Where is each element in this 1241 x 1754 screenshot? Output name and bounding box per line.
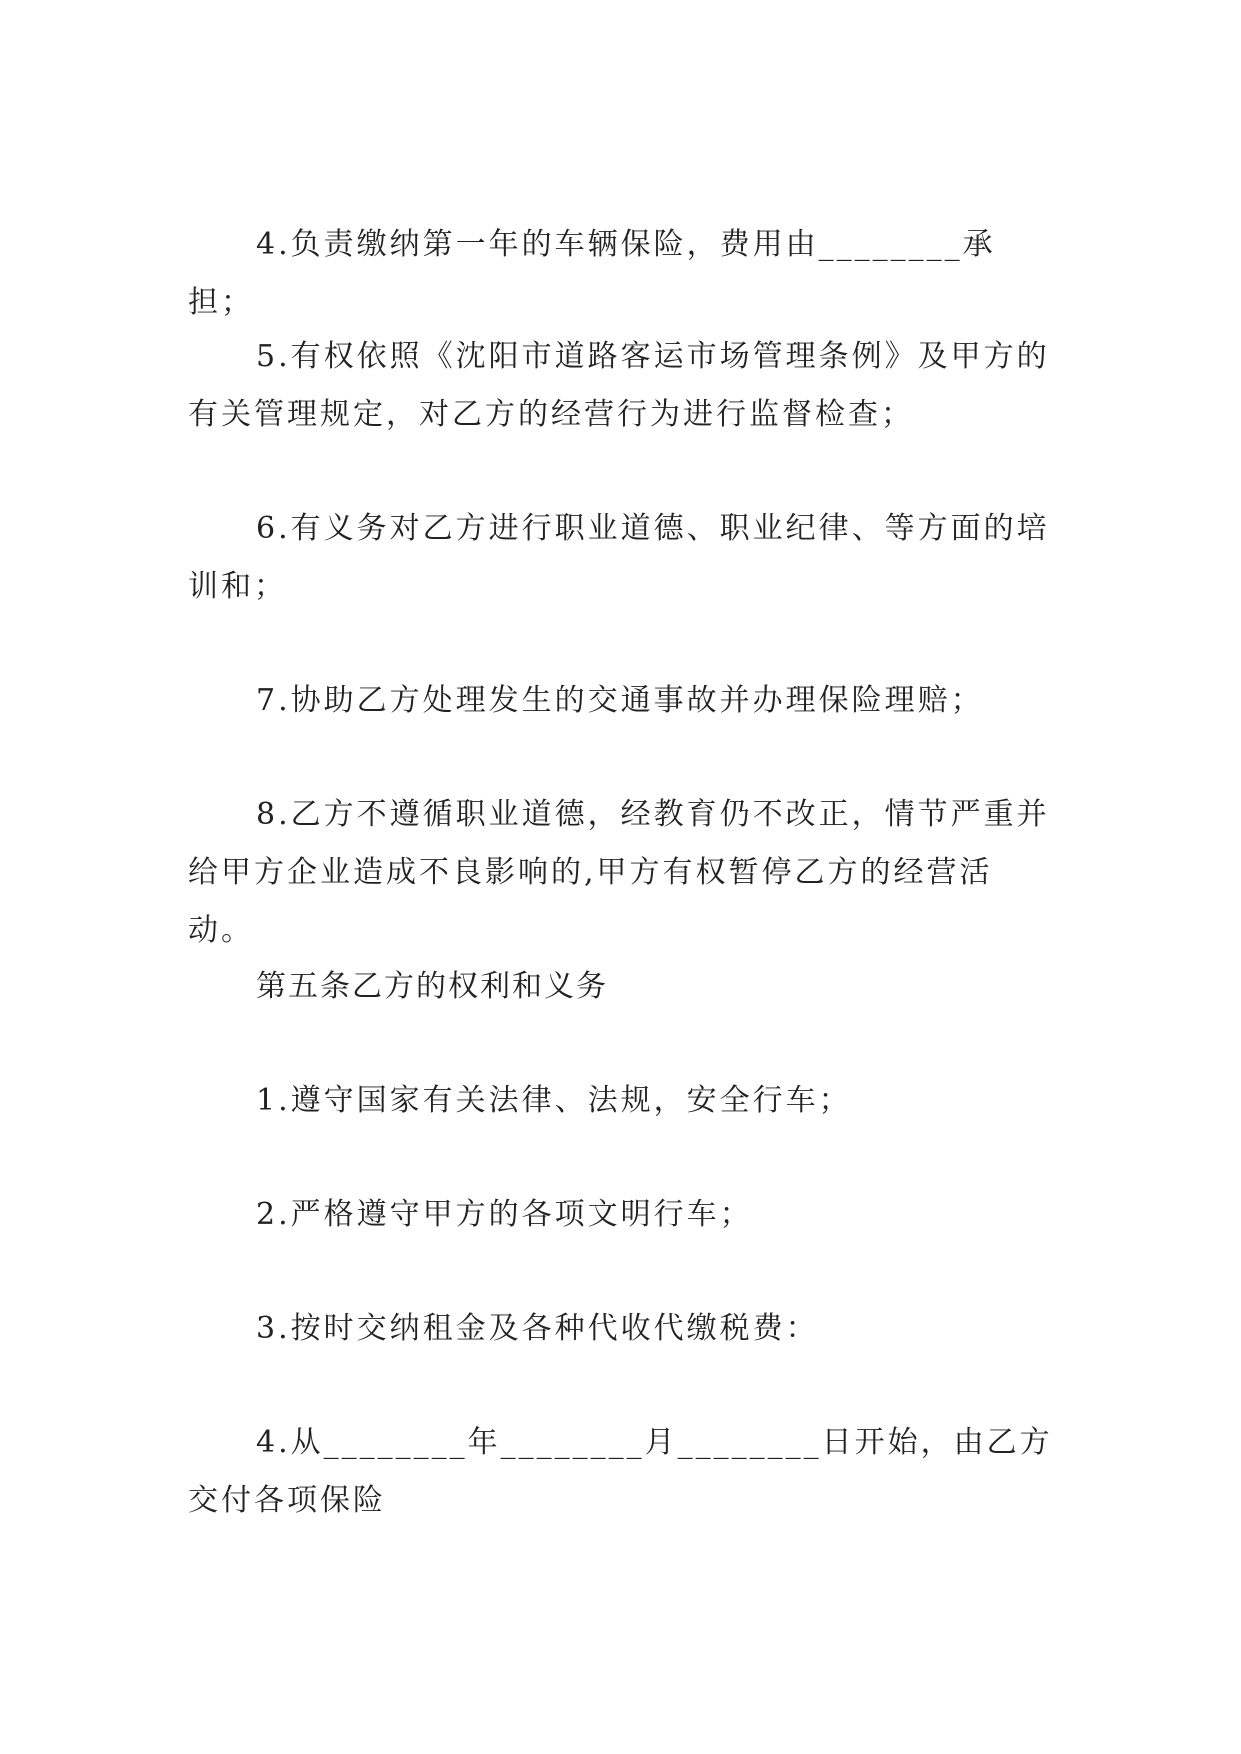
- paragraph-supervision-right: 5.有权依照《沈阳市道路客运市场管理条例》及甲方的有关管理规定，对乙方的经营行为进行监督检查；: [188, 339, 1050, 432]
- paragraph-civilized-driving: 2.严格遵守甲方的各项文明行车；: [256, 1197, 753, 1232]
- paragraph-training-duty: 6.有义务对乙方进行职业道德、职业纪律、等方面的培训和；: [188, 511, 1050, 604]
- paragraph-insurance-payment-date: 4.从________年________月________日开始，由乙方交付各项保险: [188, 1425, 1053, 1518]
- paragraph-accident-assistance: 7.协助乙方处理发生的交通事故并办理保险理赔；: [256, 683, 984, 718]
- paragraph-insurance-first-year: 4.负责缴纳第一年的车辆保险，费用由________承担；: [188, 227, 996, 320]
- paragraph-obey-laws: 1.遵守国家有关法律、法规，安全行车；: [256, 1083, 852, 1118]
- paragraph-pay-rent: 3.按时交纳租金及各种代收代缴税费：: [256, 1311, 819, 1346]
- paragraph-suspend-operation: 8.乙方不遵循职业道德，经教育仍不改正，情节严重并给甲方企业造成不良影响的,甲方有权暂停乙方的经营活动。: [188, 797, 1050, 948]
- section-heading-article-five: 第五条乙方的权利和义务: [256, 969, 608, 1004]
